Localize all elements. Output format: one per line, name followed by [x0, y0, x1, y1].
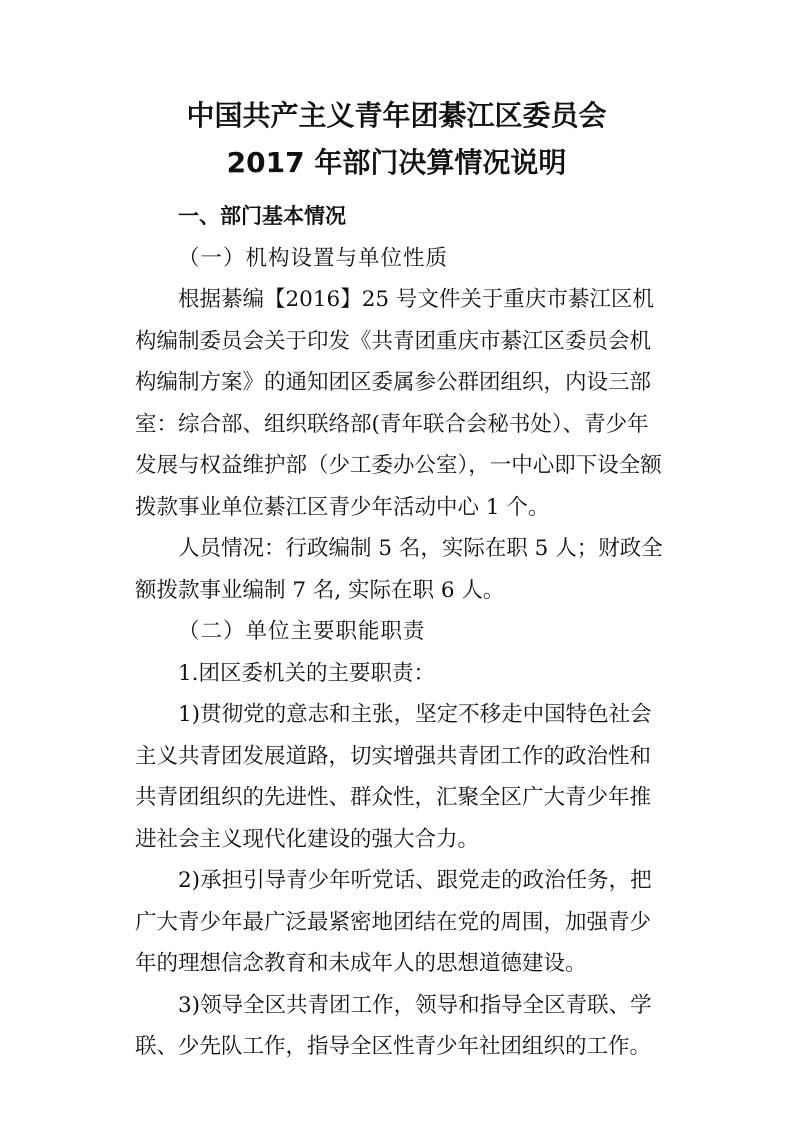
- paragraph-staffing: 人员情况：行政编制 5 名，实际在职 5 人；财政全额拨款事业编制 7 名, 实际在职 6 人。: [135, 536, 663, 603]
- subsection-heading-organization: （一）机构设置与单位性质: [178, 245, 449, 271]
- duty-paragraph-3: 3)领导全区共青团工作，领导和指导全区青联、学联、少先队工作，指导全区性青少年社团组织的工作。: [135, 992, 652, 1059]
- document-title-line2: 2017 年部门决算情况说明: [226, 146, 567, 179]
- paragraph-organization: 根据綦编【2016】25 号文件关于重庆市綦江区机构编制委员会关于印发《共青团重庆市綦江区委员会机构编制方案》的通知团区委属参公群团组织，内设三部室：综合部、组织联络部(青年联合会秘书处）、青少年发展与权益维护部（少工委办公室），一中心即下设全额拨款事业单位綦江区青少年活动中心 1 个。: [135, 287, 662, 520]
- duty-paragraph-2: 2)承担引导青少年听党话、跟党走的政治任务，把广大青少年最广泛最紧密地团结在党的周围，加强青少年的理想信念教育和未成年人的思想道德建设。: [135, 868, 652, 976]
- document-title-line1: 中国共产主义青年团綦江区委员会: [186, 99, 607, 132]
- subsection-heading-duties: （二）单位主要职能职责: [178, 619, 426, 644]
- section-heading-basic-info: 一、部门基本情况: [178, 204, 346, 228]
- duties-item-heading: 1.团区委机关的主要职责：: [178, 660, 436, 686]
- duty-paragraph-1: 1)贯彻党的意志和主张，坚定不移走中国特色社会主义共青团发展道路，切实增强共青团工作的政治性和共青团组织的先进性、群众性，汇聚全区广大青少年推进社会主义现代化建设的强大合力。: [135, 702, 652, 852]
- document-body: [135, 196, 670, 1068]
